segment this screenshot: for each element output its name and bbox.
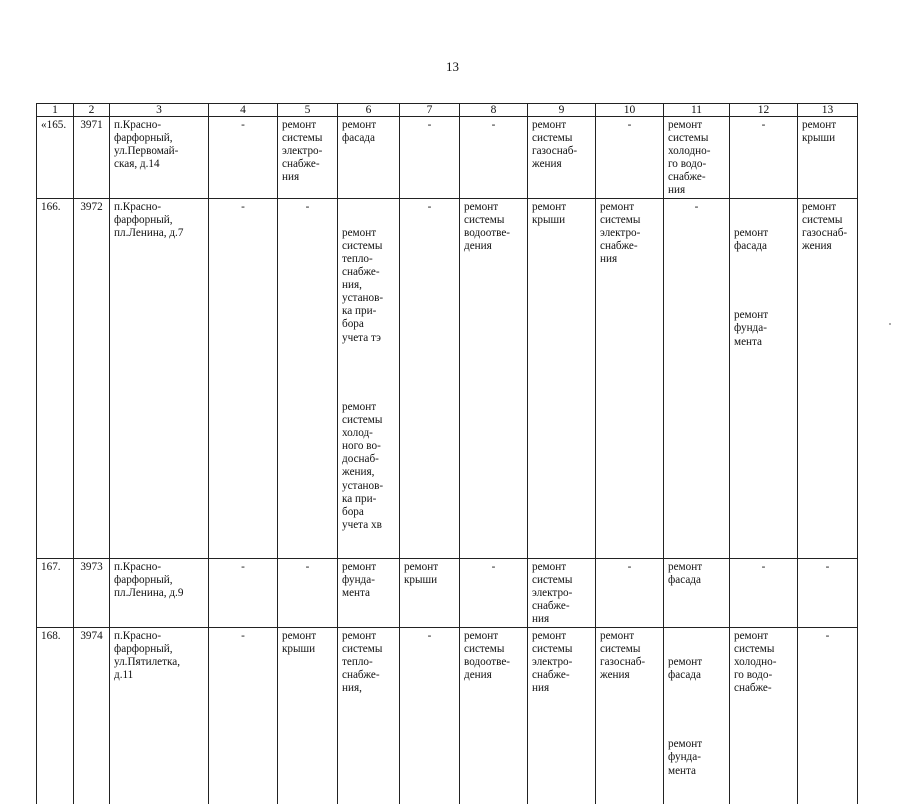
column-header: 5: [278, 104, 338, 117]
table-row: [37, 559, 858, 627]
scan-speck: [889, 323, 891, 325]
page-number: 13: [446, 59, 459, 74]
column-header: 3: [110, 104, 209, 117]
cell-col-4: -: [209, 198, 278, 559]
cell-col-11: -: [664, 198, 730, 559]
cell-col-5: ремонт крыши: [278, 627, 338, 804]
cell-col-8: -: [460, 559, 528, 627]
cell-col-12: -: [730, 559, 798, 627]
building-code: 3973: [74, 559, 110, 627]
building-address: п.Красно- фарфорный, ул.Пятилетка, д.11: [110, 627, 209, 804]
cell-col-10: -: [596, 117, 664, 199]
cell-col-9: ремонт системы газоснаб- жения: [528, 117, 596, 199]
cell-col-6: ремонт фунда- мента: [338, 559, 400, 627]
building-code: 3972: [74, 198, 110, 559]
column-header: 9: [528, 104, 596, 117]
column-header: 7: [400, 104, 460, 117]
cell-col-10: ремонт системы газоснаб- жения: [596, 627, 664, 804]
cell-col-6: ремонт системы тепло- снабже- ния,: [338, 627, 400, 804]
cell-col-10: ремонт системы электро- снабже- ния: [596, 198, 664, 559]
cell-col-7: -: [400, 198, 460, 559]
cell-col-8: ремонт системы водоотве- дения: [460, 198, 528, 559]
cell-col-6: ремонт фасада: [338, 117, 400, 199]
cell-col-13: ремонт крыши: [798, 117, 858, 199]
building-code: 3971: [74, 117, 110, 199]
column-header: 6: [338, 104, 400, 117]
cell-col-9: ремонт крыши: [528, 198, 596, 559]
cell-col-13: -: [798, 559, 858, 627]
work-item: ремонт фунда- мента: [668, 738, 703, 777]
cell-col-11: ремонт системы холодно- го водо- снабже- ния: [664, 117, 730, 199]
cell-col-7: -: [400, 627, 460, 804]
table-row: [37, 627, 858, 804]
cell-col-13: ремонт системы газоснаб- жения: [798, 198, 858, 559]
row-number: «165.: [37, 117, 74, 199]
row-number: 166.: [37, 198, 74, 559]
cell-col-5: ремонт системы электро- снабже- ния: [278, 117, 338, 199]
cell-col-7: ремонт крыши: [400, 559, 460, 627]
table-header-row: [37, 104, 858, 117]
cell-col-11: ремонт фасада: [664, 559, 730, 627]
cell-col-11: [664, 627, 730, 804]
column-header: 4: [209, 104, 278, 117]
cell-col-12: [730, 198, 798, 559]
table-row: [37, 117, 858, 199]
work-item: ремонт системы тепло- снабже- ния, установ- ка при- бора учета тэ: [342, 226, 384, 344]
cell-col-7: -: [400, 117, 460, 199]
table-row: [37, 198, 858, 559]
building-address: п.Красно- фарфорный, пл.Ленина, д.7: [110, 198, 209, 559]
row-number: 167.: [37, 559, 74, 627]
cell-col-13: -: [798, 627, 858, 804]
building-code: 3974: [74, 627, 110, 804]
work-item: ремонт фасада: [734, 226, 769, 252]
cell-col-5: -: [278, 559, 338, 627]
work-item: ремонт системы холод- ного во- доснаб- жения, установ- ка при- бора учета хв: [342, 400, 384, 531]
cell-col-5: -: [278, 198, 338, 559]
cell-col-6: [338, 198, 400, 559]
cell-col-8: ремонт системы водоотве- дения: [460, 627, 528, 804]
column-header: 13: [798, 104, 858, 117]
cell-col-4: -: [209, 627, 278, 804]
column-header: 8: [460, 104, 528, 117]
row-number: 168.: [37, 627, 74, 804]
building-address: п.Красно- фарфорный, пл.Ленина, д.9: [110, 559, 209, 627]
column-header: 1: [37, 104, 74, 117]
work-item: ремонт фасада: [668, 655, 703, 681]
cell-col-10: -: [596, 559, 664, 627]
cell-col-9: ремонт системы электро- снабже- ния: [528, 559, 596, 627]
building-address: п.Красно- фарфорный, ул.Первомай- ская, д.14: [110, 117, 209, 199]
cell-col-9: ремонт системы электро- снабже- ния: [528, 627, 596, 804]
cell-col-4: -: [209, 559, 278, 627]
work-item: ремонт фунда- мента: [734, 309, 769, 348]
cell-col-12: -: [730, 117, 798, 199]
column-header: 12: [730, 104, 798, 117]
column-header: 2: [74, 104, 110, 117]
cell-col-8: -: [460, 117, 528, 199]
column-header: 10: [596, 104, 664, 117]
column-header: 11: [664, 104, 730, 117]
cell-col-12: ремонт системы холодно- го водо- снабже-: [730, 627, 798, 804]
cell-col-4: -: [209, 117, 278, 199]
repair-schedule-table: [36, 103, 858, 804]
